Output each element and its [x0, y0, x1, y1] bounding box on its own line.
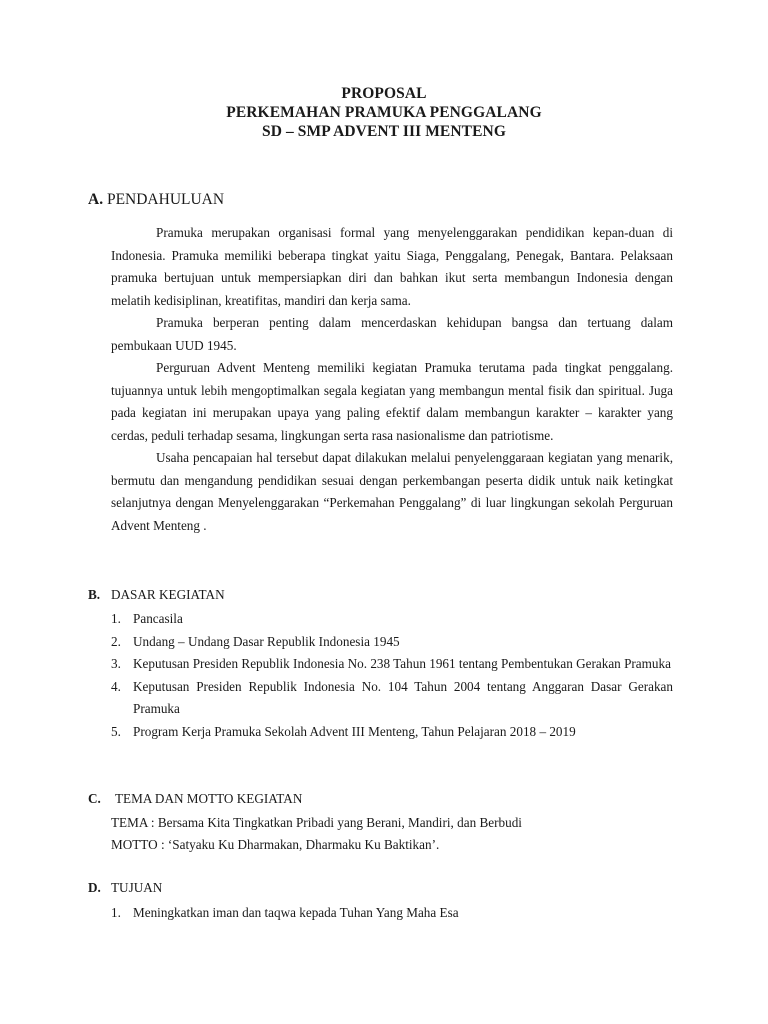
section-b-heading [88, 587, 225, 603]
paragraph: Perguruan Advent Menteng memiliki kegiatan Pramuka terutama pada tingkat penggalang. tujuannya untuk lebih mengoptimalkan segala kegiatan yang membangun mental fisik dan spiritual. Juga pada kegiatan ini merupakan upaya yang paling efektif dalam membangun karakter – karakter yang cerdas, peduli terhadap sesama, lingkungan serta rasa nasionalisme dan patriotisme. [111, 360, 673, 443]
section-d-title: TUJUAN [111, 880, 163, 895]
section-a-title: PENDAHULUAN [106, 191, 225, 208]
list-item [111, 721, 673, 744]
section-a-body [111, 222, 673, 537]
section-c-letter: C. [88, 791, 101, 806]
list-number: 4. [111, 678, 121, 694]
section-b-list [111, 608, 673, 743]
list-text: Program Kerja Pramuka Sekolah Advent III Menteng, Tahun Pelajaran 2018 – 2019 [133, 723, 576, 739]
section-b-title: DASAR KEGIATAN [111, 587, 225, 602]
list-number: 1. [111, 905, 121, 920]
list-text: Undang – Undang Dasar Republik Indonesia 1945 [133, 633, 400, 649]
section-d-list [111, 902, 673, 925]
list-number: 2. [111, 633, 121, 649]
section-d-heading [88, 880, 162, 896]
section-d-letter: D. [88, 880, 101, 895]
section-c-heading [88, 791, 302, 807]
list-item [111, 902, 673, 925]
motto-line: MOTTO : ‘Satyaku Ku Dharmakan, Dharmaku Ku Baktikan’. [111, 837, 440, 852]
section-a-letter: A. [88, 191, 104, 208]
list-item [111, 653, 673, 676]
list-text: Keputusan Presiden Republik Indonesia No. 104 Tahun 2004 tentang Anggaran Dasar Gerakan Pramuka [133, 678, 673, 716]
title-line-1: PROPOSAL [341, 85, 427, 102]
list-number: 5. [111, 723, 121, 739]
paragraph: Pramuka berperan penting dalam mencerdaskan kehidupan bangsa dan tertuang dalam pembukaan UUD 1945. [111, 315, 673, 353]
list-text: Meningkatkan iman dan taqwa kepada Tuhan Yang Maha Esa [133, 905, 459, 920]
list-text: Pancasila [133, 611, 183, 626]
title-line-3: SD – SMP ADVENT III MENTENG [261, 123, 506, 140]
list-item [111, 631, 673, 654]
list-text: Keputusan Presiden Republik Indonesia No. 238 Tahun 1961 tentang Pembentukan Gerakan Pramuka [133, 656, 671, 671]
theme-line: TEMA : Bersama Kita Tingkatkan Pribadi yang Berani, Mandiri, dan Berbudi [111, 815, 522, 830]
list-number: 1. [111, 611, 121, 626]
list-item [111, 608, 673, 631]
document-title [0, 84, 768, 141]
list-number: 3. [111, 656, 121, 671]
title-line-2: PERKEMAHAN PRAMUKA PENGGALANG [226, 104, 542, 121]
section-c-title: TEMA DAN MOTTO KEGIATAN [115, 791, 303, 806]
paragraph: Pramuka merupakan organisasi formal yang menyelenggarakan pendidikan kepan-duan di Indonesia. Pramuka memiliki beberapa tingkat yaitu Siaga, Penggalang, Penegak, Bantara. Pelaksaan pramuka bertujuan untuk mempersiapkan diri dan bahkan ikut serta membangun Indonesia dengan melatih kedisiplinan, kreatifitas, mandiri dan kerja sama. [111, 225, 673, 308]
paragraph: Usaha pencapaian hal tersebut dapat dilakukan melalui penyelenggaraan kegiatan yang menarik, bermutu dan mengandung pendidikan sesuai dengan perkembangan peserta didik untuk naik ketingkat selanjutnya dengan Menyelenggarakan “Perkemahan Penggalang” di luar lingkungan sekolah Perguruan Advent Menteng . [111, 450, 673, 533]
section-b-letter: B. [88, 587, 101, 602]
section-a-heading [88, 191, 224, 209]
list-item [111, 676, 673, 721]
